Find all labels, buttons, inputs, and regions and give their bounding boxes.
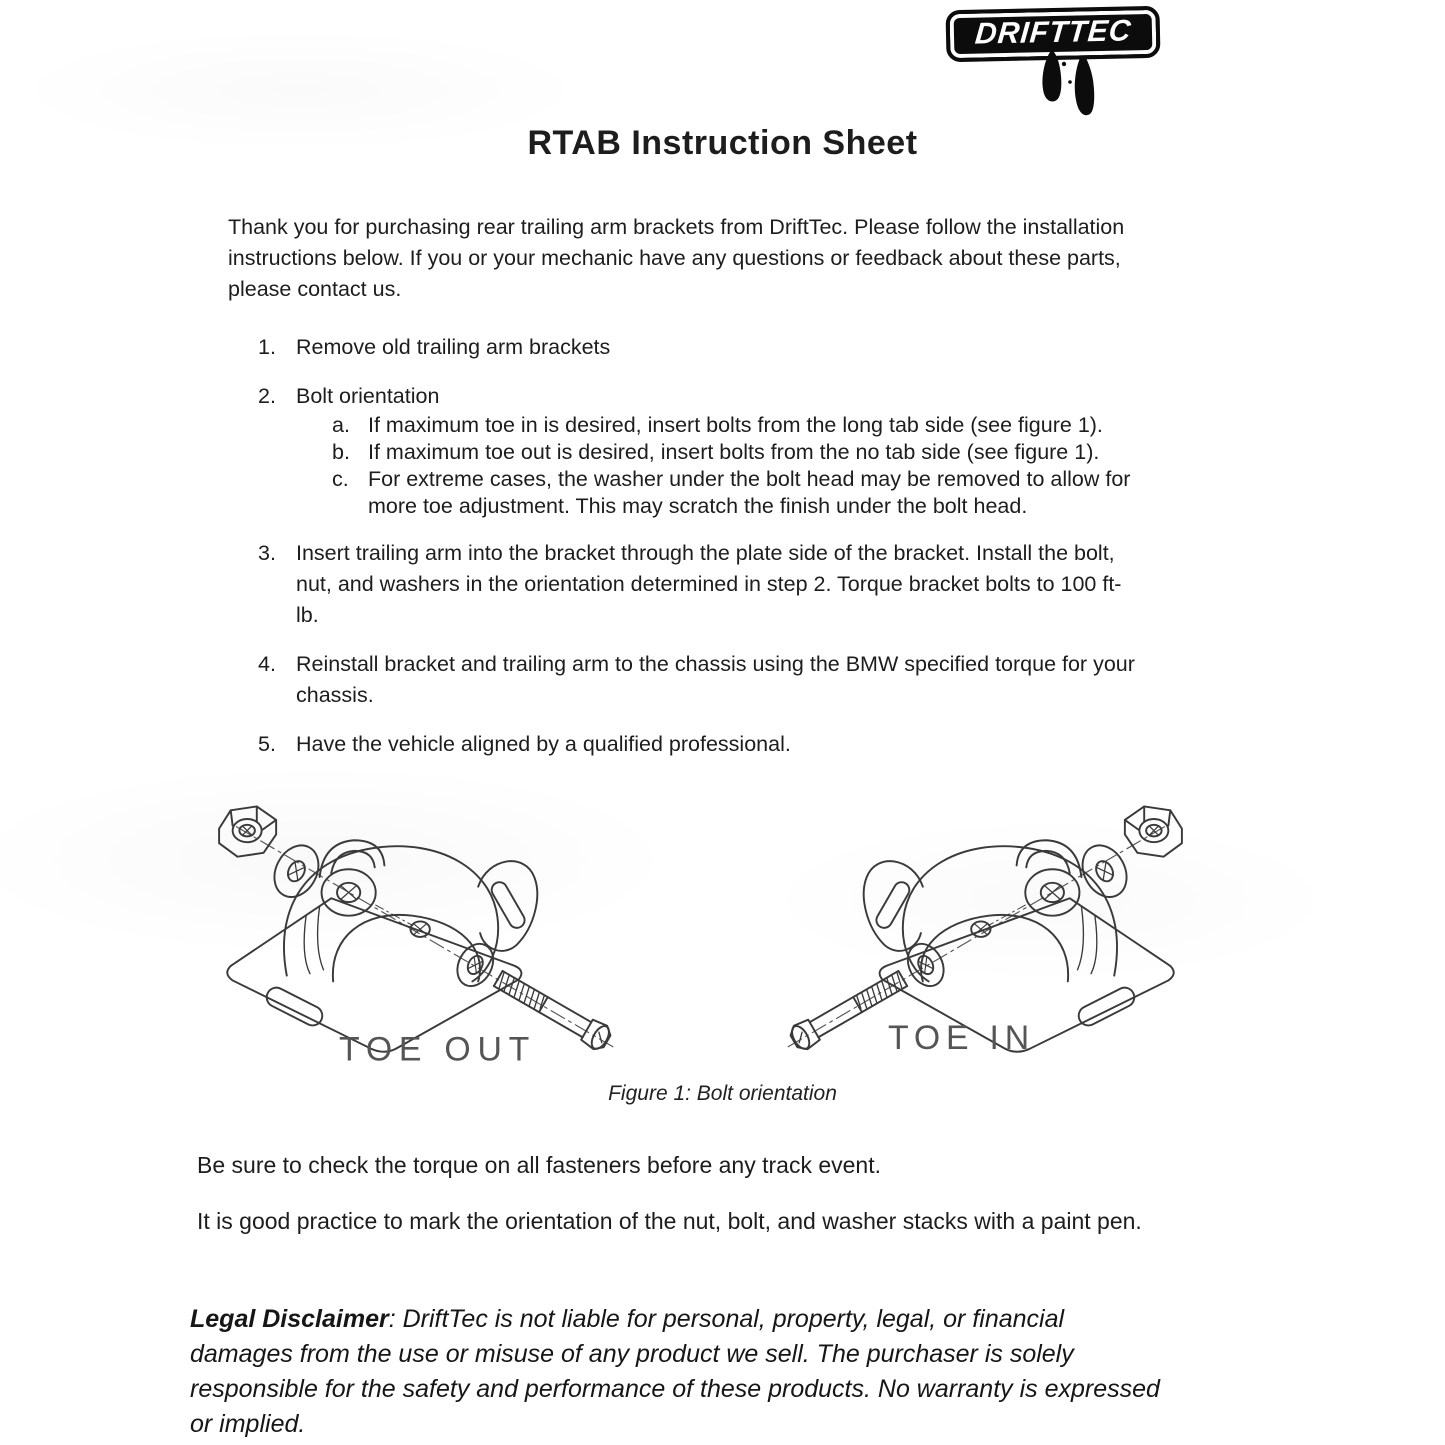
step-text: Remove old trailing arm brackets	[296, 335, 611, 359]
disclaimer-line: or implied.	[190, 1410, 306, 1438]
step-3	[258, 538, 1198, 631]
step-text: Have the vehicle aligned by a qualified professional.	[296, 732, 791, 756]
substep-text: For extreme cases, the washer under the bolt head may be removed to allow for	[368, 467, 1131, 491]
note-check-torque: Be sure to check the torque on all fasteners before any track event.	[197, 1152, 882, 1178]
note-paint-pen: It is good practice to mark the orientation of the nut, bolt, and washer stacks with a paint pen.	[197, 1208, 1142, 1234]
step-number: 4.	[258, 652, 276, 676]
substep-text: If maximum toe out is desired, insert bolts from the no tab side (see figure 1).	[368, 440, 1100, 464]
step-5	[258, 729, 1198, 760]
substep-text: If maximum toe in is desired, insert bolts from the long tab side (see figure 1).	[368, 413, 1103, 437]
disclaimer-text: : DriftTec is not liable for personal, property, legal, or financial	[388, 1305, 1065, 1333]
step-2-substeps	[258, 412, 1198, 520]
step-text: lb.	[296, 603, 319, 627]
substep-c	[332, 466, 1198, 520]
step-text: nut, and washers in the orientation determined in step 2. Torque bracket bolts to 100 ft-	[296, 572, 1122, 596]
drifttec-logo	[946, 8, 1186, 128]
substep-letter: a.	[332, 413, 350, 437]
installation-steps-list	[258, 332, 1198, 778]
step-number: 2.	[258, 384, 276, 408]
step-text: chassis.	[296, 683, 374, 707]
step-text: Reinstall bracket and trailing arm to the chassis using the BMW specified torque for your	[296, 652, 1135, 676]
page-title: RTAB Instruction Sheet	[527, 124, 918, 162]
step-4	[258, 649, 1198, 711]
substep-letter: c.	[332, 467, 349, 491]
intro-line: please contact us.	[228, 277, 402, 301]
step-2	[258, 381, 1198, 520]
figure-caption: Figure 1: Bolt orientation	[608, 1082, 837, 1105]
substep-letter: b.	[332, 440, 350, 464]
disclaimer-line: damages from the use or misuse of any product we sell. The purchaser is solely	[190, 1340, 1074, 1368]
step-text: Bolt orientation	[296, 384, 440, 408]
disclaimer-lead: Legal Disclaimer	[190, 1305, 389, 1333]
brand-name: DRIFTTEC	[973, 14, 1133, 51]
figure-1-drawing	[170, 790, 1260, 1080]
tire-marks-icon	[1034, 52, 1154, 124]
legal-disclaimer	[190, 1302, 1370, 1442]
substep-a	[332, 412, 1198, 439]
disclaimer-line	[190, 1302, 1370, 1337]
step-number: 3.	[258, 541, 276, 565]
toe-in-label: TOE IN	[888, 1019, 1035, 1058]
toe-in-drawing	[787, 806, 1182, 1057]
step-number: 5.	[258, 732, 276, 756]
step-number: 1.	[258, 335, 276, 359]
substep-b	[332, 439, 1198, 466]
intro-paragraph	[228, 212, 1198, 305]
intro-line: Thank you for purchasing rear trailing arm brackets from DriftTec. Please follow the installation	[228, 215, 1125, 239]
step-text: Insert trailing arm into the bracket through the plate side of the bracket. Install the bolt,	[296, 541, 1115, 565]
toe-out-label: TOE OUT	[339, 1030, 537, 1069]
substep-text: more toe adjustment. This may scratch the finish under the bolt head.	[368, 494, 1028, 518]
intro-line: instructions below. If you or your mechanic have any questions or feedback about these parts,	[228, 246, 1121, 270]
step-1	[258, 332, 1198, 363]
disclaimer-line: responsible for the safety and performance of these products. No warranty is expressed	[190, 1375, 1160, 1403]
toe-out-drawing	[219, 806, 614, 1068]
